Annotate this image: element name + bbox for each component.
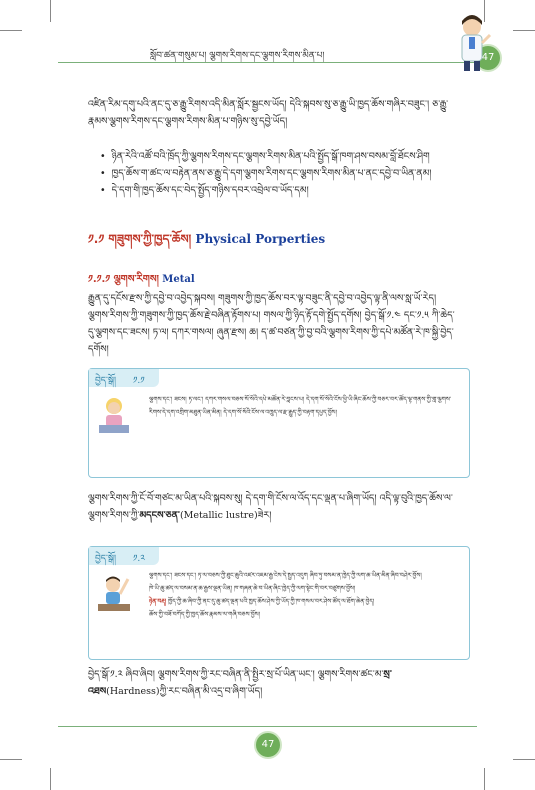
activity-text-line: ཁེ་ཡི་ཆུ་ཚད་ལ་བསམ་ན་ཆ་རྒྱས་ལྡན་ཡིན། ཁ་གཞན་ཆེ་བ་ཡིན་ཞིང་ཁྱེད་ཀྱི་ལག་སྟེང་གི་བར་བཙུགས་བྱོས། [149,585,356,592]
header-rule [58,62,477,63]
crop-mark [50,768,51,790]
header-page-number: 47 [474,44,502,72]
list-item: • དེ་དག་གི་ཁྱད་ཆོས་དང་བེད་སྤྱོད་གཉིས་དབར་འབྲེལ་བ་ཡོད་དམ། [100,182,460,199]
crop-mark [513,30,535,31]
student-raising-hand-icon [95,573,133,613]
lustre-english: (Metallic lustre) [179,510,258,521]
activity-label: བྱེད་སྒོ། [95,554,116,564]
list-item: • ཁྱད་ཆོས་ག་ཚང་ལ་བརྟེན་ནས་ཅ་རྒྱུ་དེ་དག་ལྕགས་རིགས་དང་ལྕགས་རིགས་མིན་པ་ནང་དབྱེ་བ་ཡིན་ནམ། [100,165,460,182]
crop-mark [0,759,22,760]
activity-box-2 [88,546,470,660]
crop-mark [484,768,485,790]
section-number: ༡.༡ [88,232,105,246]
hardness-end: ཀྱི་རང་བཞིན་མི་འདྲ་བ་ཞིག་ཡོད། [159,686,263,697]
section-title-english: Physical Porperties [195,232,326,246]
activity-text-line: ལྕགས་དང་། ཟངས་དང་། ཏ་ལ་བཅས་ཀྱི་ཐུང་ཆུའི་འཛར་འཇམ་རྒྱ་ངེས་དེ་སྤྱད་འདུག ཞིབ་ཏུ་བསམ་ན་ཁྱེད་ཀྱི་ལག་ཆ་ཡིན་མིན་ཞིབ་བཤེར་བྱོས། [149,572,422,579]
footer-rule [58,726,477,727]
lustre-paragraph [88,490,460,524]
activity-number: ༡.༢ [133,554,145,564]
activity-number: ༡.༡ [133,376,145,386]
activity-text-line: ཁྱོད་ཀྱི་ཆ་ཞིབ་ཀྱི་ནང་དུ་ཆུ་ཚད་ལྡན་པའི་ཁྱད་ཆོས་ཤེས་ཀྱི་ཡོད་ཀྱི་ཁ་གསལ་བར་ཤེས་ཚོད་ལ་ཐོག་ཆེན་བྱེད། [168,598,375,605]
scientist-mascot-icon [450,15,492,73]
metal-paragraph: རྒྱུན་དུ་དངོས་རྫས་ཀྱི་དབྱེ་བ་འབྱེད་སྐབས། གཟུགས་ཀྱི་ཁྱད་ཆོས་བར་ལྟ་བཟུང་ནི་དབྱེ་བ་འབྱེད་ལྟ་ནི་ལས་སླ་ཡོ་རེད། ལྕགས་རིགས་ཀྱི་གཟུགས་ཀྱི་ཁྱད་ཆོས་རྗེ་བཞིན་རྟོགས་པ། གསལ་ཀྱི་ཉིད་རྟོ་དགེ་སྤྱོད་དགོས། བྱེད་སྒོ་༡.༤ དང་༡.༥ ཀི་ཆེད་དུ་ལྕགས་དང་ཟངས། ཏ་ལ། དཀར་གསལ། ཞུན་རྫས། ཆ། ད་ཚ་བཙན་ཀྱི་བྱ་བའི་ལྕགས་རིགས་ཀྱི་དཔེ་མཚོན་རེ་ཁ་སྐྱི་བྱེད་དགོས། [88,293,455,355]
crop-mark [513,759,535,760]
warning-label: ཉེན་བརྡ། [149,598,167,605]
activity-box-1 [88,368,470,478]
crop-mark [50,0,51,22]
hardness-text: བྱེད་སྒོ་༡.༢ ཞིབ་ཞིབ། ལྕགས་རིགས་ཀྱི་རང་བཞིན་ནི་སྤྱིར་སྲ་པོ་ཡིན་ཡང་། ལྕགས་རིགས་ཚང་མ་ [88,669,384,680]
lustre-text: ལྕགས་རིགས་ཀྱི་ངོ་བོ་གཙང་མ་ཡིན་པའི་སྐབས་སུ། དེ་དག་གི་ངོས་ལ་འོད་དང་ལྡན་པ་ཞིག་ཡོད། འདི་ལྟ་བུའི་ཁྱད་ཆོས་ལ་ལྕགས་རིགས་ཀྱི་ [88,493,453,521]
student-with-books-icon [95,395,133,435]
lustre-term: མདངས་ཅན་ [139,510,180,521]
activity-warning [149,595,463,608]
running-header: སློབ་ཚན་གསུམ་པ། ལྕགས་རིགས་དང་ལྕགས་རིགས་མིན་པ། [150,51,325,61]
hardness-paragraph [88,666,460,700]
activity-text [149,569,463,621]
footer-page-number: 47 [254,731,282,759]
lustre-end: ཟེར། [257,510,272,521]
subsection-title-english: Metal [162,274,195,285]
intro-paragraph: འཛིན་རིམ་དགུ་པའི་ནང་དུ་ཅ་རྒྱུ་རིགས་འདི་མིན་སློར་སྦྱངས་ཡོད། དེའི་སྐབས་སུ་ཅ་རྒྱུ་ཡི་ཁྱད་ཆོས་གཞིར་བཟུང་། ཅ་རྒྱུ་རྣམས་ལྕགས་རིགས་དང་ལྕགས་རིགས་མིན་པ་གཉིས་སུ་དབྱེ་ཡོད། [88,99,449,127]
section-heading [88,226,325,260]
subsection-title: ལྕགས་རིགས། [113,274,159,285]
activity-label-tab [89,369,159,387]
crop-mark [0,30,22,31]
activity-text: ལྕགས་དང་། ཟངས། ཏ་ལང་། དཀར་གསལ་བཅས་སོ་སོའི་དཔེ་མཚོན་རེ་བླངས་པ། དེ་དག་སོ་སོའི་ངོས་ཕྱི་ཡི་ཞིང་ཆོས་ཀྱི་བཅར་བར་ཚོད་ལྟ་གནས་ཀྱི་གླ་ལྕགས་རིགས་དེ་དག་འགྲིག་མཐུན་ཡིན་མིན། དེ་དག་སོ་སོའི་ངོས་ལ་འཁྲུད་ལ་རྫ་རྒྱུད་ཀྱི་བརྟག་དཔྱད་བྱོས། [149,396,452,416]
activity-label: བྱེད་སྒོ། [95,376,116,386]
hardness-english: (Hardness) [106,686,160,697]
subsection-number: ༡.༡.༡ [88,274,111,285]
intro-bullet-list [100,148,460,199]
hardness-term: སྲ་འཐས [88,669,392,697]
section-title: གཟུགས་ཀྱི་ཁྱད་ཆོས། [108,232,192,246]
list-item: • ཉིན་རེའི་འཚོ་བའི་ཁྲོད་ཀྱི་ལྕགས་རིགས་དང་ལྕགས་རིགས་མིན་པའི་སྤྱོད་སྒོ་ཁག་ཤས་བསམ་བློ་ཐོངས་ཤིག [100,148,460,165]
activity-label-tab [89,547,159,565]
activity-text-line: ཆོས་ཀྱི་བཟོ་བཀོད་ཀྱི་ཁྱད་ཆོས་རྣམས་ལ་གཞི་བཅས་བྱོས། [149,611,260,618]
